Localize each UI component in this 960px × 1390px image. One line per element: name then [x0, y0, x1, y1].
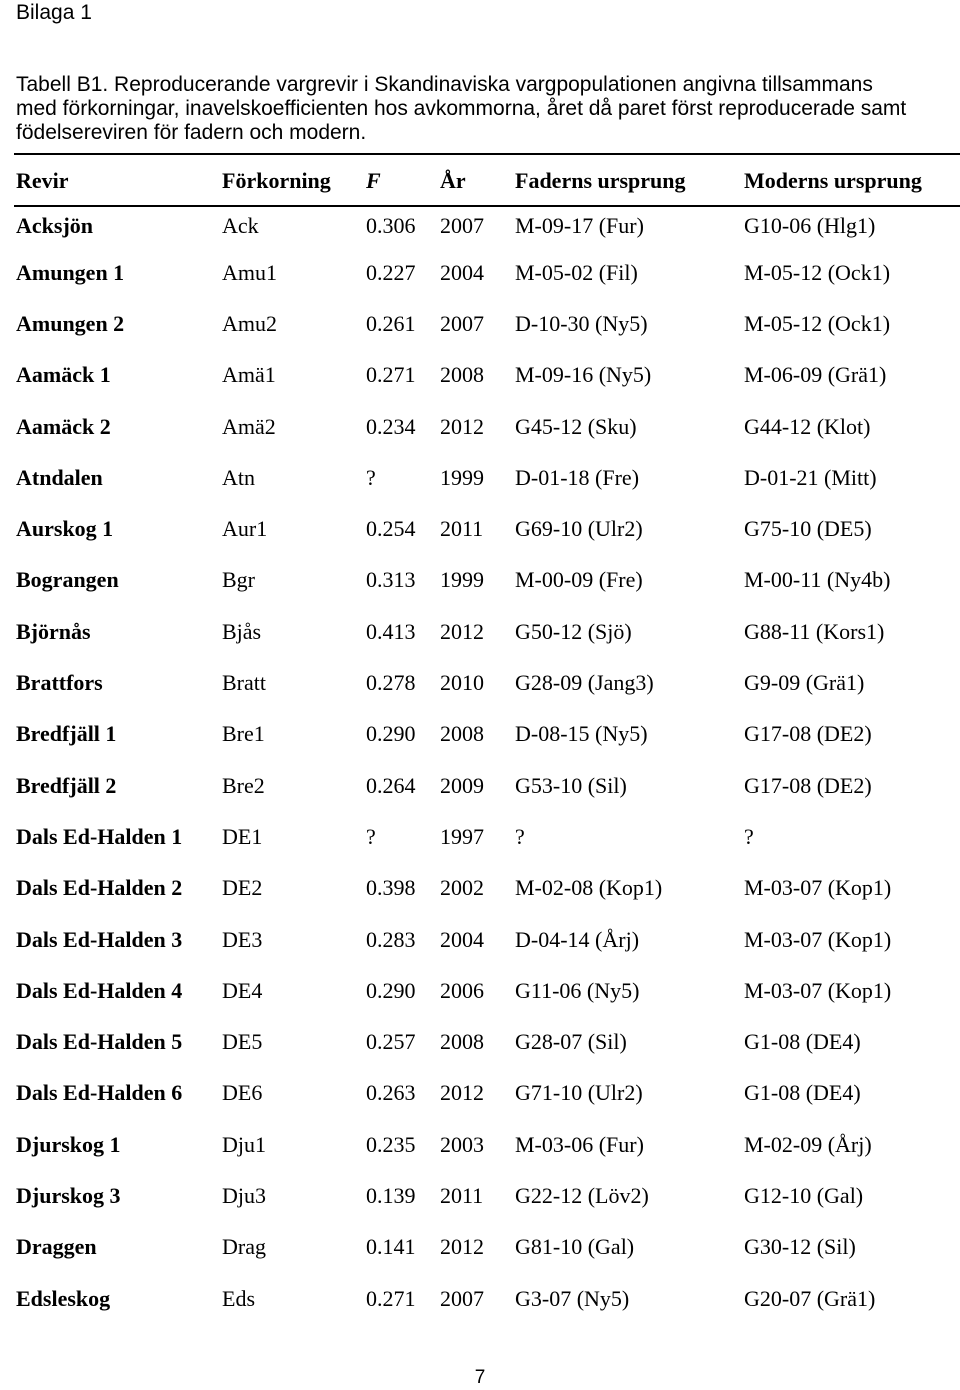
cell-f: 0.235	[366, 1131, 416, 1157]
cell-moderns-ursprung: G17-08 (DE2)	[744, 772, 872, 798]
table-row	[0, 452, 960, 503]
cell-f: 0.234	[366, 413, 416, 439]
cell-faderns-ursprung: G22-12 (Löv2)	[515, 1182, 649, 1208]
cell-f: 0.290	[366, 977, 416, 1003]
cell-faderns-ursprung: D-01-18 (Fre)	[515, 464, 640, 490]
cell-moderns-ursprung: M-03-07 (Kop1)	[744, 875, 892, 901]
cell-forkorning: Bgr	[222, 567, 255, 593]
page-number: 7	[474, 1367, 486, 1388]
cell-moderns-ursprung: G12-10 (Gal)	[744, 1182, 864, 1208]
header-faderns-ursprung: Faderns ursprung	[515, 167, 686, 193]
table-caption	[16, 73, 946, 145]
table-row	[0, 811, 960, 862]
cell-ar: 2008	[440, 1029, 484, 1055]
cell-f: 0.271	[366, 362, 416, 388]
cell-revir: Bredfjäll 1	[16, 721, 117, 747]
cell-faderns-ursprung: G81-10 (Gal)	[515, 1234, 635, 1260]
cell-moderns-ursprung: G10-06 (Hlg1)	[744, 213, 876, 238]
cell-faderns-ursprung: G69-10 (Ulr2)	[515, 516, 643, 542]
cell-faderns-ursprung: ?	[515, 823, 525, 849]
table-row	[0, 606, 960, 657]
cell-revir: Aurskog 1	[16, 516, 114, 542]
cell-moderns-ursprung: G75-10 (DE5)	[744, 516, 872, 542]
cell-faderns-ursprung: D-08-15 (Ny5)	[515, 721, 648, 747]
cell-moderns-ursprung: G88-11 (Kors1)	[744, 618, 885, 644]
table-header-row	[0, 156, 960, 205]
table-row	[0, 247, 960, 298]
cell-revir: Aamäck 1	[16, 362, 111, 388]
table-row	[0, 1273, 960, 1324]
cell-moderns-ursprung: G44-12 (Klot)	[744, 413, 871, 439]
cell-forkorning: DE2	[222, 875, 263, 901]
cell-f: 0.139	[366, 1182, 416, 1208]
header-f: F	[366, 167, 381, 193]
cell-forkorning: Bre1	[222, 721, 265, 747]
cell-revir: Dals Ed-Halden 2	[16, 875, 183, 901]
table-row	[0, 401, 960, 452]
cell-faderns-ursprung: M-05-02 (Fil)	[515, 259, 638, 285]
cell-ar: 1997	[440, 823, 484, 849]
cell-forkorning: DE4	[222, 977, 263, 1003]
cell-f: 0.257	[366, 1029, 416, 1055]
cell-f: ?	[366, 464, 376, 490]
cell-faderns-ursprung: M-03-06 (Fur)	[515, 1131, 644, 1157]
cell-revir: Dals Ed-Halden 1	[16, 823, 183, 849]
cell-ar: 2012	[440, 413, 484, 439]
cell-forkorning: Amu1	[222, 259, 277, 285]
cell-revir: Amungen 2	[16, 310, 125, 336]
cell-f: ?	[366, 823, 376, 849]
header-forkorning: Förkorning	[222, 167, 331, 193]
caption-line-2: med förkorningar, inavelskoefficienten hos avkommorna, året då paret först reproducerade samt	[16, 97, 907, 120]
cell-f: 0.313	[366, 567, 416, 593]
cell-forkorning: Bre2	[222, 772, 265, 798]
cell-revir: Dals Ed-Halden 3	[16, 926, 183, 952]
cell-forkorning: Dju3	[222, 1182, 266, 1208]
cell-forkorning: DE6	[222, 1080, 263, 1106]
cell-ar: 1999	[440, 567, 484, 593]
cell-f: 0.254	[366, 516, 416, 542]
table-row	[0, 205, 960, 247]
cell-ar: 2004	[440, 926, 484, 952]
cell-moderns-ursprung: M-03-07 (Kop1)	[744, 926, 892, 952]
cell-ar: 2010	[440, 670, 484, 696]
cell-revir: Brattfors	[16, 670, 103, 696]
cell-forkorning: Atn	[222, 464, 255, 490]
cell-ar: 2011	[440, 1182, 484, 1208]
cell-forkorning: Eds	[222, 1285, 255, 1311]
table-body	[0, 205, 960, 1324]
cell-moderns-ursprung: M-00-11 (Ny4b)	[744, 567, 891, 593]
caption-line-1: Tabell B1. Reproducerande vargrevir i Skandinaviska vargpopulationen angivna tillsammans	[16, 73, 873, 96]
cell-faderns-ursprung: M-09-17 (Fur)	[515, 213, 644, 238]
cell-faderns-ursprung: G53-10 (Sil)	[515, 772, 627, 798]
cell-ar: 2008	[440, 721, 484, 747]
table-row	[0, 503, 960, 554]
cell-revir: Acksjön	[16, 213, 94, 238]
table-row	[0, 1119, 960, 1170]
cell-ar: 2004	[440, 259, 484, 285]
cell-f: 0.261	[366, 310, 416, 336]
cell-forkorning: Bratt	[222, 670, 266, 696]
cell-forkorning: Amä2	[222, 413, 276, 439]
cell-faderns-ursprung: G71-10 (Ulr2)	[515, 1080, 643, 1106]
header-ar: År	[440, 167, 466, 193]
cell-moderns-ursprung: M-05-12 (Ock1)	[744, 310, 891, 336]
cell-moderns-ursprung: M-06-09 (Grä1)	[744, 362, 887, 388]
cell-revir: Atndalen	[16, 464, 103, 490]
cell-f: 0.290	[366, 721, 416, 747]
table-row	[0, 298, 960, 349]
cell-forkorning: DE3	[222, 926, 263, 952]
table-row	[0, 1068, 960, 1119]
cell-forkorning: Bjås	[222, 618, 262, 644]
cell-f: 0.141	[366, 1234, 416, 1260]
cell-ar: 1999	[440, 464, 484, 490]
cell-ar: 2009	[440, 772, 484, 798]
cell-moderns-ursprung: D-01-21 (Mitt)	[744, 464, 877, 490]
table-row	[0, 1016, 960, 1067]
cell-ar: 2007	[440, 310, 484, 336]
cell-faderns-ursprung: G3-07 (Ny5)	[515, 1285, 630, 1311]
cell-ar: 2008	[440, 362, 484, 388]
cell-revir: Björnås	[16, 618, 91, 644]
table-row	[0, 863, 960, 914]
cell-forkorning: Amu2	[222, 310, 277, 336]
cell-moderns-ursprung: M-03-07 (Kop1)	[744, 977, 892, 1003]
cell-f: 0.263	[366, 1080, 416, 1106]
cell-f: 0.283	[366, 926, 416, 952]
cell-f: 0.306	[366, 213, 416, 238]
table-row	[0, 657, 960, 708]
cell-moderns-ursprung: M-02-09 (Årj)	[744, 1131, 872, 1157]
cell-forkorning: Ack	[222, 213, 259, 238]
table-row	[0, 760, 960, 811]
cell-f: 0.398	[366, 875, 416, 901]
header-moderns-ursprung: Moderns ursprung	[744, 167, 922, 193]
cell-forkorning: Aur1	[222, 516, 268, 542]
cell-revir: Djurskog 1	[16, 1131, 121, 1157]
cell-revir: Amungen 1	[16, 259, 125, 285]
cell-f: 0.227	[366, 259, 416, 285]
cell-revir: Bograngen	[16, 567, 119, 593]
cell-ar: 2012	[440, 618, 484, 644]
table-row	[0, 709, 960, 760]
cell-ar: 2007	[440, 1285, 484, 1311]
cell-faderns-ursprung: G28-09 (Jang3)	[515, 670, 654, 696]
cell-ar: 2002	[440, 875, 484, 901]
cell-revir: Dals Ed-Halden 4	[16, 977, 183, 1003]
cell-faderns-ursprung: G11-06 (Ny5)	[515, 977, 640, 1003]
cell-ar: 2012	[440, 1234, 484, 1260]
cell-faderns-ursprung: D-10-30 (Ny5)	[515, 310, 648, 336]
cell-f: 0.271	[366, 1285, 416, 1311]
table-row	[0, 965, 960, 1016]
cell-faderns-ursprung: G50-12 (Sjö)	[515, 618, 632, 644]
cell-revir: Edsleskog	[16, 1285, 111, 1311]
cell-f: 0.413	[366, 618, 416, 644]
cell-faderns-ursprung: G28-07 (Sil)	[515, 1029, 627, 1055]
cell-ar: 2006	[440, 977, 484, 1003]
cell-moderns-ursprung: ?	[744, 823, 754, 849]
cell-revir: Bredfjäll 2	[16, 772, 117, 798]
cell-ar: 2011	[440, 516, 484, 542]
cell-faderns-ursprung: M-09-16 (Ny5)	[515, 362, 652, 388]
cell-moderns-ursprung: G17-08 (DE2)	[744, 721, 872, 747]
cell-faderns-ursprung: M-02-08 (Kop1)	[515, 875, 663, 901]
table-row	[0, 555, 960, 606]
cell-f: 0.264	[366, 772, 416, 798]
cell-moderns-ursprung: G1-08 (DE4)	[744, 1029, 861, 1055]
table-row	[0, 350, 960, 401]
cell-forkorning: Amä1	[222, 362, 276, 388]
cell-moderns-ursprung: G1-08 (DE4)	[744, 1080, 861, 1106]
cell-moderns-ursprung: G9-09 (Grä1)	[744, 670, 865, 696]
cell-moderns-ursprung: G20-07 (Grä1)	[744, 1285, 876, 1311]
cell-faderns-ursprung: D-04-14 (Årj)	[515, 926, 640, 952]
table-row	[0, 1170, 960, 1221]
table-row	[0, 1222, 960, 1273]
cell-revir: Draggen	[16, 1234, 97, 1260]
cell-ar: 2007	[440, 213, 484, 238]
cell-forkorning: DE5	[222, 1029, 263, 1055]
cell-f: 0.278	[366, 670, 416, 696]
table-row	[0, 914, 960, 965]
appendix-label: Bilaga 1	[16, 1, 92, 24]
cell-moderns-ursprung: M-05-12 (Ock1)	[744, 259, 891, 285]
cell-revir: Dals Ed-Halden 5	[16, 1029, 183, 1055]
cell-faderns-ursprung: M-00-09 (Fre)	[515, 567, 643, 593]
cell-faderns-ursprung: G45-12 (Sku)	[515, 413, 637, 439]
cell-ar: 2003	[440, 1131, 484, 1157]
cell-forkorning: Drag	[222, 1234, 266, 1260]
wolf-territory-table	[0, 156, 960, 1324]
cell-revir: Dals Ed-Halden 6	[16, 1080, 183, 1106]
caption-line-3: födelsereviren för fadern och modern.	[16, 121, 367, 144]
cell-forkorning: Dju1	[222, 1131, 266, 1157]
cell-forkorning: DE1	[222, 823, 263, 849]
table-top-rule	[14, 153, 960, 155]
cell-revir: Djurskog 3	[16, 1182, 121, 1208]
cell-ar: 2012	[440, 1080, 484, 1106]
cell-moderns-ursprung: G30-12 (Sil)	[744, 1234, 856, 1260]
header-revir: Revir	[16, 167, 69, 193]
cell-revir: Aamäck 2	[16, 413, 111, 439]
